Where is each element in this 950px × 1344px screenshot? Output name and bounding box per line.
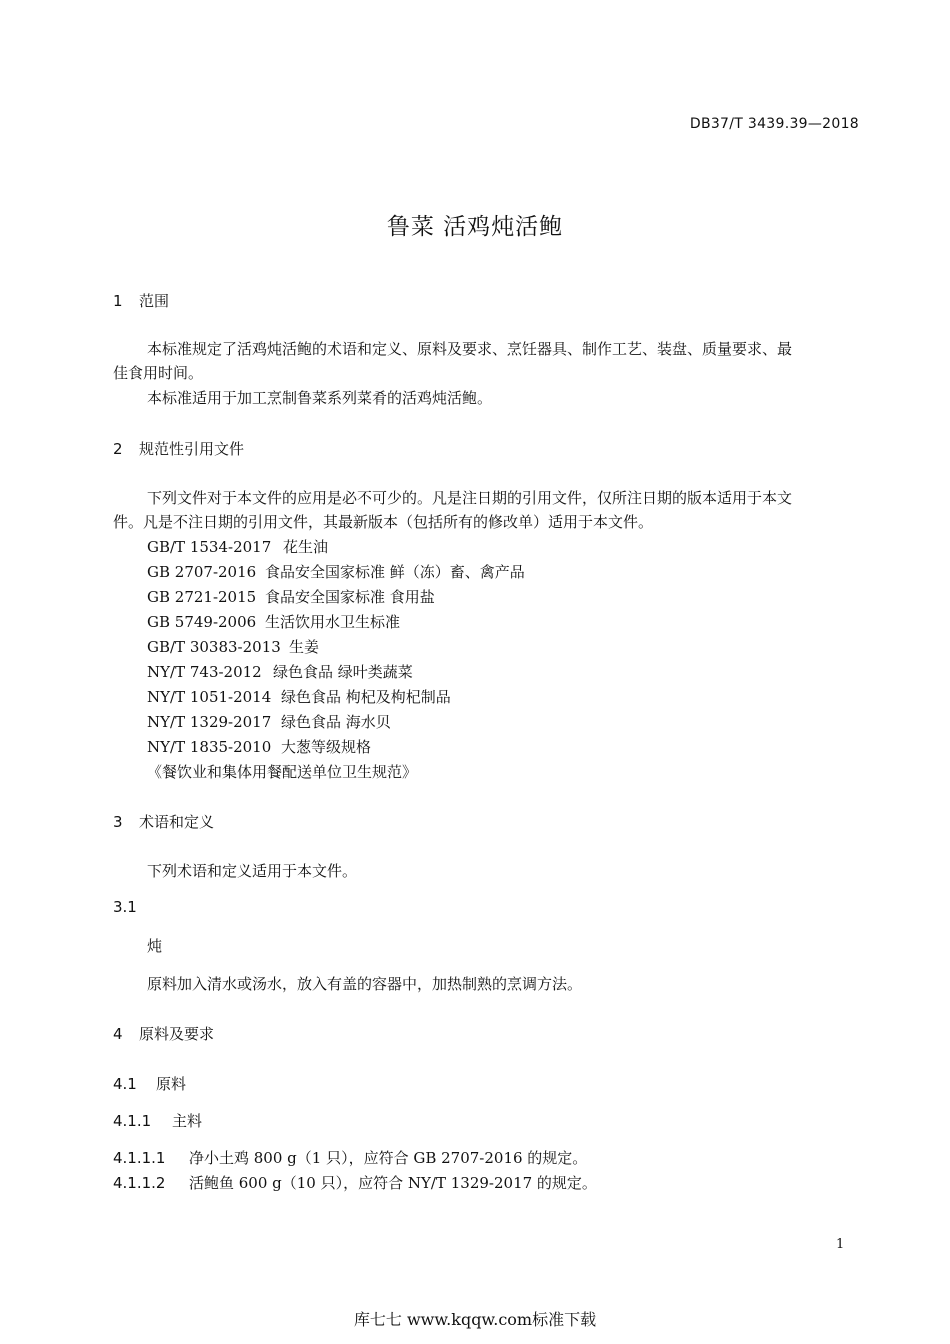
reference-title: 绿色食品 海水贝 — [281, 713, 391, 731]
term-number: 3.1 — [113, 898, 137, 916]
reference-code: NY/T 1051-2014 — [147, 688, 272, 706]
term-definition: 原料加入清水或汤水，放入有盖的容器中，加热制熟的烹调方法。 — [147, 975, 583, 993]
section-1-heading — [113, 290, 169, 311]
reference-title: 生活饮用水卫生标准 — [265, 613, 401, 631]
reference-title: 食品安全国家标准 鲜（冻）畜、禽产品 — [265, 563, 525, 581]
reference-code: GB/T 30383-2013 — [147, 638, 281, 656]
normative-intro-line-1: 下列文件对于本文件的应用是必不可少的。凡是注日期的引用文件，仅所注日期的版本适用于本文 — [147, 489, 793, 507]
reference-item — [147, 536, 328, 557]
section-2-heading — [113, 438, 244, 459]
subsection-title: 主料 — [172, 1112, 203, 1130]
terms-intro: 下列术语和定义适用于本文件。 — [147, 862, 358, 880]
section-number: 2 — [113, 440, 123, 458]
section-number: 4 — [113, 1025, 123, 1043]
subsection-4-1-heading — [113, 1073, 186, 1094]
reference-title: 生姜 — [289, 638, 320, 656]
reference-title: 绿色食品 枸杞及枸杞制品 — [281, 688, 451, 706]
subsection-number: 4.1.1 — [113, 1112, 152, 1130]
subsection-title: 原料 — [156, 1075, 187, 1093]
section-number: 1 — [113, 292, 123, 310]
section-3-heading — [113, 811, 214, 832]
reference-item — [147, 661, 413, 682]
term-name: 炖 — [147, 937, 163, 955]
page-number: 1 — [836, 1237, 845, 1252]
scope-paragraph-2: 本标准适用于加工烹制鲁菜系列菜肴的活鸡炖活鲍。 — [147, 389, 493, 407]
reference-code: GB/T 1534-2017 — [147, 538, 272, 556]
section-title: 规范性引用文件 — [139, 440, 245, 458]
reference-item — [147, 686, 451, 707]
reference-item — [147, 611, 400, 632]
section-4-heading — [113, 1023, 214, 1044]
reference-item-regulation: 《餐饮业和集体用餐配送单位卫生规范》 — [147, 763, 418, 781]
material-item-text: 净小土鸡 800 g（1 只），应符合 GB 2707-2016 的规定。 — [189, 1149, 588, 1167]
document-number: DB37/T 3439.39—2018 — [689, 116, 859, 132]
reference-code: NY/T 1329-2017 — [147, 713, 272, 731]
section-title: 术语和定义 — [139, 813, 215, 831]
reference-item — [147, 736, 371, 757]
subsection-number: 4.1 — [113, 1075, 137, 1093]
normative-intro-line-2: 件。凡是不注日期的引用文件，其最新版本（包括所有的修改单）适用于本文件。 — [113, 513, 654, 531]
section-number: 3 — [113, 813, 123, 831]
material-item — [113, 1172, 597, 1193]
scope-paragraph-line-1: 本标准规定了活鸡炖活鲍的术语和定义、原料及要求、烹饪器具、制作工艺、装盘、质量要求、最 — [147, 340, 793, 358]
reference-title: 花生油 — [283, 538, 329, 556]
section-title: 范围 — [139, 292, 170, 310]
reference-title: 大葱等级规格 — [281, 738, 372, 756]
reference-item — [147, 636, 319, 657]
reference-code: GB 5749-2006 — [147, 613, 257, 631]
material-item — [113, 1147, 587, 1168]
section-title: 原料及要求 — [139, 1025, 215, 1043]
reference-title: 食品安全国家标准 食用盐 — [265, 588, 435, 606]
reference-code: GB 2707-2016 — [147, 563, 257, 581]
reference-code: NY/T 1835-2010 — [147, 738, 272, 756]
reference-item — [147, 586, 435, 607]
material-item-number: 4.1.1.1 — [113, 1149, 166, 1167]
reference-code: NY/T 743-2012 — [147, 663, 262, 681]
footer-watermark: 库七七 www.kqqw.com标准下载 — [353, 1310, 597, 1329]
reference-item — [147, 561, 525, 582]
document-title: 鲁菜 活鸡炖活鲍 — [386, 214, 564, 240]
reference-title: 绿色食品 绿叶类蔬菜 — [273, 663, 413, 681]
reference-item — [147, 711, 391, 732]
reference-code: GB 2721-2015 — [147, 588, 257, 606]
material-item-number: 4.1.1.2 — [113, 1174, 166, 1192]
subsection-4-1-1-heading — [113, 1110, 202, 1131]
material-item-text: 活鲍鱼 600 g（10 只），应符合 NY/T 1329-2017 的规定。 — [189, 1174, 597, 1192]
scope-paragraph-line-2: 佳食用时间。 — [113, 364, 204, 382]
